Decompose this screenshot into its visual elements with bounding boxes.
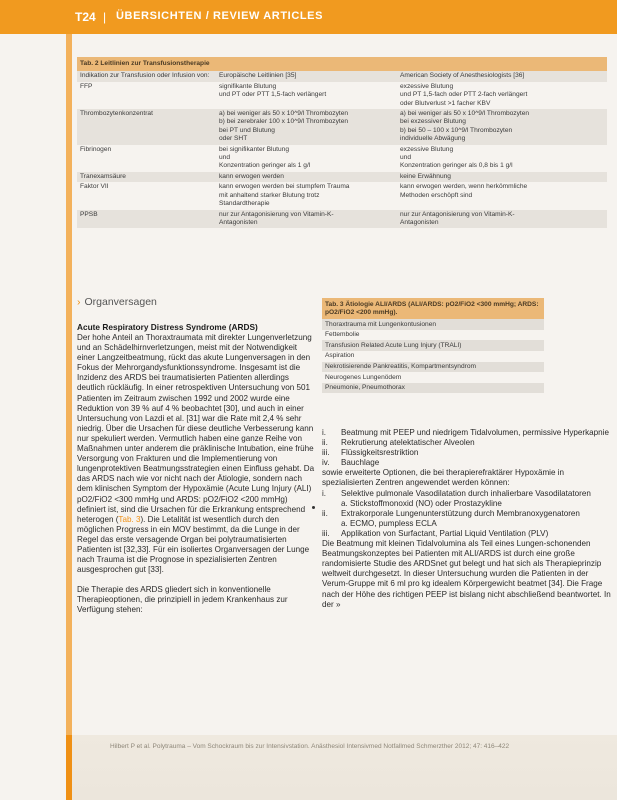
table-cell: exzessive Blutung und PT 1,5-fach oder PTT 2-fach verlängert oder Blutverlust >1 facher KBV [397, 82, 607, 109]
table-cell: kann erwogen werden [216, 172, 397, 182]
list-number: iii. [322, 448, 330, 458]
table-cell: Neurogenes Lungenödem [322, 372, 544, 383]
page-footer [66, 735, 617, 800]
list-item [322, 448, 612, 458]
page-header [0, 0, 617, 34]
table-caption: Tab. 3 Ätiologie ALI/ARDS (ALI/ARDS: pO2/FiO2 <300 mmHg; ARDS: pO2/FiO2 <200 mmHg). [322, 298, 544, 319]
table-cell: Nekrotisierende Pankreatitis, Kompartmentsyndrom [322, 362, 544, 373]
table-cell: a) bei weniger als 50 x 10^9/l Thrombozyten b) bei zerebraler 100 x 10^9/l Thrombozyten bei PT und Blutung oder SHT [216, 109, 397, 145]
table-reference-link[interactable]: Tab. 3 [118, 514, 141, 524]
list-number: i. [322, 488, 327, 498]
right-text-column [322, 428, 612, 610]
table-cell: bei signifikanter Blutung und Konzentration geringer als 1 g/l [216, 145, 397, 172]
table-cell: keine Erwähnung [397, 172, 607, 182]
table-cell: Thrombozytenkonzentrat [77, 109, 216, 145]
table-cell: Aspiration [322, 351, 544, 362]
list-text: Rekrutierung atelektatischer Alveolen [341, 438, 475, 448]
paragraph: Die Therapie des ARDS gliedert sich in konventionelle Therapieoptionen, die prinzipiell in jedem Krankenhaus zur Verfügung stehen: [77, 585, 288, 615]
list-text: Flüssigkeitsrestriktion [341, 448, 419, 458]
page-number: T24 [75, 10, 96, 24]
table-caption: Tab. 2 Leitlinien zur Transfusionstherapie [77, 57, 607, 71]
table-cell: Tranexamsäure [77, 172, 216, 182]
table-cell: Fibrinogen [77, 145, 216, 172]
paragraph [77, 333, 315, 575]
table-cell: exzessive Blutung und Konzentration geringer als 0,8 bis 1 g/l [397, 145, 607, 172]
paragraph: Die Beatmung mit kleinen Tidalvolumina als Teil eines Lungen-schonenden Beatmungskonzeptes bei Patienten mit ALI/ARDS ist durch eine große randomisierte Studie des ARDSnet gut belegt und hat sich als Therapieprinzip weltweit durchgesetzt. In dieser Untersuchung wurden die Patienten in der Verum-Gruppe mit 6 ml pro kg idealem Körpergewicht beatmet [34]. Die Frage nach der Höhe des richtigen PEEP ist bislang nicht abschließend beantwortet. In der » [322, 539, 611, 609]
list-item [322, 509, 612, 519]
section-category-title: ÜBERSICHTEN / REVIEW ARTICLES [116, 10, 324, 22]
table-cell: a) bei weniger als 50 x 10^9/l Thrombozyten bei exzessiver Blutung b) bei 50 – 100 x 10^9/l Thrombozyten individuelle Abwägung [397, 109, 607, 145]
table-cell: PPSB [77, 210, 216, 229]
list-item [322, 428, 612, 438]
table-row [77, 182, 607, 209]
ards-etiology-table [322, 298, 544, 393]
footer-accent-bar [66, 735, 72, 800]
header-separator: | [103, 10, 107, 24]
list-text: Applikation von Surfactant, Partial Liquid Ventilation (PLV) [341, 528, 549, 538]
list-text: Extrakorporale Lungenunterstützung durch Membranoxygenatoren [341, 508, 580, 518]
table-row [77, 210, 607, 229]
list-text: Beatmung mit PEEP und niedrigem Tidalvolumen, permissive Hyperkapnie [341, 428, 609, 437]
paragraph-text: ). Die Letalität ist wesentlich durch den möglichen Progress in ein MOV bestimmt, da die Lunge in der Regel das erste versagende Organ bei polytraumatisierten Patienten ist [32,33]. Für ein isoliertes Organversagen der Lunge nach Trauma ist die Prognose in spezialisierten Zentren ausgesprochen gut [33]. [77, 514, 310, 575]
list-number: ii. [322, 508, 328, 518]
transfusion-guidelines-table [77, 57, 607, 228]
table-cell: signifikante Blutung und PT oder PTT 1,5-fach verlängert [216, 82, 397, 109]
subsection-heading: Acute Respiratory Distress Syndrome (ARDS) [77, 322, 258, 332]
list-number: iii. [322, 528, 330, 538]
table-row [77, 82, 607, 109]
table-cell: Faktor VII [77, 182, 216, 209]
list-item [322, 458, 612, 468]
table-cell: Thoraxtrauma mit Lungenkontusionen [322, 319, 544, 330]
sub-list-item: a. Stickstoffmonoxid (NO) oder Prostazykline [341, 498, 502, 508]
table-cell: kann erwogen werden bei stumpfem Trauma mit anhaltend starker Blutung trotz Standardtherapie [216, 182, 397, 209]
arrow-right-icon: › [77, 296, 81, 308]
table-cell: nur zur Antagonisierung von Vitamin-K- Antagonisten [216, 210, 397, 229]
table-row [77, 109, 607, 145]
table-cell: kann erwogen werden, wenn herkömmliche Methoden erschöpft sind [397, 182, 607, 209]
table-cell: FFP [77, 82, 216, 109]
table-cell: Transfusion Related Acute Lung Injury (TRALI) [322, 340, 544, 351]
list-number: ii. [322, 438, 328, 448]
list-item [322, 438, 612, 448]
table-header-cell: Europäische Leitlinien [35] [216, 71, 397, 81]
list-number: iv. [322, 458, 330, 468]
section-heading [77, 296, 157, 308]
list-item [322, 529, 612, 539]
left-text-column [77, 333, 315, 616]
section-heading-text: Organversagen [84, 296, 157, 308]
citation-text: Hilbert P et al. Polytrauma – Vom Schockraum bis zur Intensivstation. Anästhesiol Intensivmed Notfallmed Schmerzther 2012; 47: 416–422 [110, 743, 510, 750]
table-header-cell: Indikation zur Transfusion oder Infusion von: [77, 71, 216, 81]
list-text: Bauchlage [341, 458, 380, 468]
sub-list-item: a. ECMO, pumpless ECLA [341, 518, 437, 528]
left-margin-bar [66, 34, 72, 800]
paragraph: sowie erweiterte Optionen, die bei therapierefraktärer Hypoxämie in spezialisierten Zentren angewendet werden können: [322, 468, 565, 488]
bullet-dot [312, 506, 315, 509]
table-header-row [77, 71, 607, 81]
table-row [77, 145, 607, 172]
table-row [77, 172, 607, 182]
paragraph-text: Der hohe Anteil an Thoraxtraumata mit direkter Lungenverletzung und an Schädelhirnverletzungen, meist mit der Notwendigkeit einer Langzeitbeatmung, rückt das akute Lungenversagen in den Fokus der Mehrorgandysfunktionssyndrome. Insgesamt ist die Inzidenz des ARDS bei traumatisierten Patienten allerdings deutlich rückläufig. In einer retrospektiven Untersuchung von 501 Patienten im Zeitraum zwischen 1992 und 2002 wurde eine Reduktion von 39 % auf 4 % beobachtet [30], und auch in einer Untersuchung von Lazdi et al. [31] war die Rate mit 2,4 % sehr niedrig. Über die Ursachen für diese deutliche Verbesserung kann nur spekuliert werden. Vermutlich haben eine ganze Reihe von Maßnahmen unter anderem die präklinische Intubation, eine frühe Versorgung von Frakturen und die Implementierung von lungenprotektiven Beatmungsstrategien einen Einfluss gehabt. Da das ARDS nach wie vor nicht nach der Ätiologie, sondern nach dem klinischen Symptom der Hypoxämie (Acute Lung Injury (ALI) pO2/FiO2 <300 mmHg und ARDS: pO2/FiO2 <200 mmHg) definiert ist, sind die Ursachen für die Erkrankung entsprechend heterogen ( [77, 333, 315, 524]
table-header-cell: American Society of Anesthesiologists [36] [397, 71, 607, 81]
table-cell: nur zur Antagonisierung von Vitamin-K- Antagonisten [397, 210, 607, 229]
table-cell: Pneumonie, Pneumothorax [322, 383, 544, 394]
list-item [322, 489, 612, 499]
list-number: i. [322, 428, 327, 437]
list-text: Selektive pulmonale Vasodilatation durch inhalierbare Vasodilatatoren [341, 488, 591, 498]
table-cell: Fettembolie [322, 330, 544, 341]
